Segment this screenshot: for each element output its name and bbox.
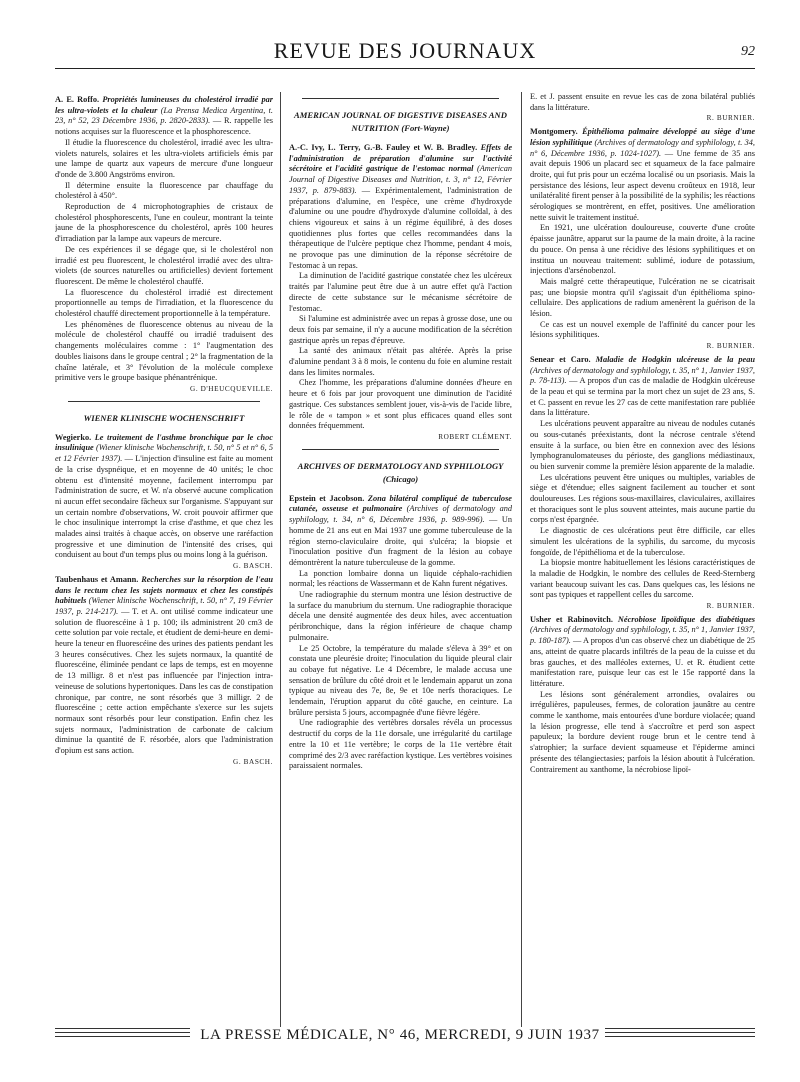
article-title: Épithélioma palmaire développé au siège d'une lésion syphilitique (530, 127, 755, 147)
column-right (521, 92, 755, 1027)
article-lead-paragraph (55, 95, 273, 138)
article-signature: R. BURNIER. (706, 602, 755, 611)
article-signature: G. BASCH. (233, 562, 273, 571)
article-title: Nécrobiose lipoïdique des diabétiques (617, 614, 755, 624)
article-paragraph: La diminution de l'acidité gastrique constatée chez les ulcéreux traités par l'alumine peut être due à un autre effet qu'à l'action directe de cette substance sur le mécanisme sécrétoire de l'estomac. (289, 271, 512, 313)
article-paragraph: Ce cas est un nouvel exemple de l'affinité du cancer pour les lésions syphilitiques. (530, 319, 755, 340)
article-authors: Epstein et Jacobson. (289, 493, 365, 503)
article-lead-paragraph (530, 615, 755, 690)
article-paragraph: Chez l'homme, les préparations d'alumine données d'heure en heure et 6 fois par jour provoquent une diminution de l'acidité gastrique. Ces substances semblent jouer, vis-à-vis de l'acide libre, le rôle de « tampon » et sont plus efficaces quand elles sont données fréquemment. (289, 378, 512, 431)
article-paragraph: La ponction lombaire donna un liquide céphalo-rachidien normal; les réactions de Wassermann et de Kahn furent négatives. (289, 568, 512, 589)
article (55, 575, 273, 768)
article-title: Propriétés lumineuses du cholestérol irradié par les ultra-violets et la chaleur (55, 95, 273, 115)
article-lead-text: — Un homme de 21 ans eut en Mai 1937 une gomme tuberculeuse de la région sterno-claviculaire droite, qui s'ulcéra; la biopsie et l'inoculation positive d'un fragment de la lésion au cobaye démontrèrent la nature tuberculeuse de la gomme. (289, 515, 512, 567)
article-paragraph: Le 25 Octobre, la température du malade s'éleva à 39° et on constata une pleurésie droite; l'inoculation du liquide pleural clair au cobaye fut négative. Le 4 Décembre, le malade accusa une sensation de brûlure du côté droit et le lendemain apparut un zona typique au niveau des 7e, 8e, 9e et 10e nerfs thoraciques. Le lendemain, l'éruption apparut du côté gauche, en ceinture. La brûlure persista 5 jours, accompagnée d'une fièvre légère. (289, 643, 512, 717)
article (289, 143, 512, 443)
article-source: (Archives of dermatology and syphilology, t. 34, n° 6, Décembre 1936, p. 1024-1027). (530, 137, 755, 158)
article-source: (La Prensa Medica Argentina, t. 23, n° 52, 23 Décembre 1936, p. 2820-2833). (55, 105, 273, 126)
article-lead-paragraph (289, 494, 512, 569)
journal-section-title: REVUE DES JOURNAUX (273, 38, 537, 63)
section-heading: AMERICAN JOURNAL OF DIGESTIVE DISEASES AND NUTRITION (Fort-Wayne) (294, 110, 507, 133)
article-paragraph: Les lésions sont généralement arrondies, ovalaires ou irrégulières, papuleuses, fermes, de coloration jaunâtre au centre comme le xanthome, mais entourées d'une bordure violacée; quand la lésion progresse, elle tend à s'accroître et perd son aspect papuleux; la bordure devient rouge brun et le centre tend à s'atrophier; la surface devient squameuse et l'épiderme aminci présente des télangiectasies; parfois la lésion aboutit à l'ulcération. Contrairement au xanthome, la nécrobiose lipoï- (530, 689, 755, 774)
header-rule (55, 68, 755, 69)
section-rule (68, 401, 260, 402)
article-authors: Usher et Rabinovitch. (530, 614, 613, 624)
article-source: (Wiener klinische Wochenschrift, t. 50, n° 5 et n° 6, 5 et 12 Février 1937). (55, 443, 273, 464)
article-lead-text: — A propos d'un cas observé chez un diabétique de 25 ans, atteint de quatre placards infiltrés de la peau de la cuisse et du bras gauches, et des malléoles externes, U. et R. étudient cette manifestation rare, puisque leur cas est le 15e rapporté dans la littérature. (530, 636, 755, 688)
article-signature: ROBERT CLÉMENT. (438, 432, 512, 441)
column-left (55, 92, 273, 1027)
section-heading: ARCHIVES OF DERMATOLOGY AND SYPHILOLOGY (Chicago) (297, 460, 504, 484)
article (530, 92, 755, 124)
article-paragraph: La biopsie montre habituellement les lésions caractéristiques de la maladie de Hodgkin, le nombre des cellules de Reed-Sternberg variant beaucoup suivant les cas. Dans quelques cas, les lésions ne sont pas typiques et rappellent celles du sarcome. (530, 558, 755, 600)
article-paragraph: Le diagnostic de ces ulcérations peut être difficile, car elles simulent les ulcérations de la syphilis, du sarcome, du mycosis fongoïde, de l'épithélioma et de la tuberculose. (530, 526, 755, 557)
article-source: (Archives of dermatology and syphilology, t. 34, n° 6, Décembre 1936, p. 989-996). (289, 504, 512, 525)
section-rule (302, 449, 498, 450)
article-lead-text: — A propos d'un cas de maladie de Hodgkin ulcéreuse de la peau et qui se termina par la mort chez un sujet de 23 ans, S. et C. passent en revue les 27 cas de cette manifestation rare publiée dans la littérature. (530, 376, 755, 418)
article-paragraph: E. et J. passent ensuite en revue les cas de zona bilatéral publiés dans la littérature. (530, 92, 755, 112)
article-authors: Wegierko. (55, 432, 92, 442)
article-lead-paragraph (55, 433, 273, 561)
article-paragraph: En 1921, une ulcération douloureuse, couverte d'une croûte épaisse jaunâtre, apparut sur la paume de la main droite, à la racine du pouce. On pensa à une récidive des lésions syphilitiques et on institua un nouveau traitement: sublimé, iodure de potassium, injections d'arsénobenzol. (530, 223, 755, 276)
article-paragraph: Les phénomènes de fluorescence obtenus au niveau de la molécule de cholestérol chauffé ou irradié traduisent des changements moléculaires comme : 1° l'augmentation des doubles liaisons dans le groupe central ; 2° la fragmentation de la chaîne latérale, et 3° l'évolution de la molécule complexe primitive vers le groupe basique phénantrénique. (55, 319, 273, 383)
article-paragraph: La santé des animaux n'était pas altérée. Après la prise d'alumine pendant 3 à 8 mois, le contenu du foie en alumine restait dans les limites normales. (289, 346, 512, 377)
article (55, 95, 273, 395)
article-lead-paragraph (289, 143, 512, 271)
page-number: 92 (741, 44, 755, 59)
article-lead-text: — T. et A. ont utilisé comme indicateur une solution de fluorescéine à 1 p. 100; ils administrent 20 cm3 de cette solution par voie rectale, et étudient de demi-heure en demi-heure la teneur en fluorescéine des urines des patients pendant les 3 heures consécutives. Chez les sujets normaux, la quantité de fluorescéine, éliminée pendant ce laps de temps, est en moyenne de 13 milligr. 8 et n'est pas influencée par l'injection intra-veineuse de solutions hypertoniques. Dans les cas de constipation chronique, par contre, ne sont résorbés que 3 milligr. 2 de fluorescéine ; cette action empêchante s'exerce sur les sujets normaux sont résorbés pour leur constipation. Enfin chez les sujets normaux, l'administration de carbonate de calcium diminue la quantité de F. résorbée, alors que l'administration d'opium est sans action. (55, 606, 273, 756)
article-authors: Taubenhaus et Amann. (55, 574, 139, 584)
article-signature: G. BASCH. (233, 757, 273, 766)
article-lead-text: — Une femme de 35 ans avait depuis 1906 un placard sec et squameux de la face palmaire droite, qui fut pris pour un eczéma localisé ou un psoriasis. Mais la persistance des lésions, leur aspect devenu croûteux en 1918, leur unilatéralité firent penser à la possibilité de la syphilis; les réactions sérologiques se montrèrent, en effet, positives. Une amélioration nette suivit le traitement institué. (530, 148, 755, 222)
article-paragraph: La fluorescence du cholestérol irradié est directement proportionnelle au temps de l'irradiation, et la fluorescence du cholestérol chauffé directement proportionnelle à la température. (55, 287, 273, 319)
article-signature: G. D'HEUCQUEVILLE. (190, 384, 273, 393)
article-authors: Montgomery. (530, 127, 578, 137)
article-signature: R. BURNIER. (706, 114, 755, 123)
article (530, 355, 755, 612)
footer-rule-left (55, 1028, 190, 1046)
article (55, 433, 273, 572)
article-paragraph: Une radiographie du sternum montra une lésion destructive de la surface du manubrium du sternum. Une radiographie thoracique décela une densité augmentée des deux hiles, avec accentuation péribronchique, dans la région inférieure de chaque champ pulmonaire. (289, 590, 512, 642)
article-source: (American Journal of Digestive Diseases and Nutrition, t. 3, n° 12, Février 1937, p. 879-883). (289, 164, 512, 195)
article-lead-paragraph (530, 355, 755, 419)
article-authors: A.-C. Ivy, L. Terry, G.-B. Fauley et W. B. Bradley. (289, 143, 478, 152)
footer-rule-right (605, 1028, 755, 1046)
article-lead-text: — Expérimentalement, l'administration de préparations d'alumine, en l'espèce, une crème d'hydroxyde d'alumine ou une poudre d'hydroxyde d'alumine colloïdal, à des chiens vigoureux et sains à un régime équilibré, à des doses quotidiennes plus fortes que celles recommandées dans la thérapeutique de l'ulcère peptique chez l'homme, pendant 4 mois, ne provoque pas une diminution de la réponse sécrétoire de l'estomac à un repas. (289, 185, 512, 270)
article-signature: R. BURNIER. (706, 342, 755, 351)
page-header (55, 38, 755, 68)
section-rule (302, 98, 498, 99)
article-paragraph: Une radiographie des vertèbres dorsales révéla un processus destructif du corps de la 11e dorsale, une irrégularité du cartilage entre la 10 et 11e vertèbre; le corps de la 11e vertèbre était comprimé des 2/3 avec raréfaction kystique. Les vertèbres voisines paraissaient normales. (289, 718, 512, 771)
article-authors: A. E. Roffo. (55, 95, 100, 104)
article (530, 615, 755, 776)
article-paragraph: De ces expériences il se dégage que, si le cholestérol non irradié est peu fluorescent, le cholestérol irradié avec des ultra-violets (de sources naturelles ou artificielles) devient fortement fluorescent. De même le cholestérol chauffé. (55, 244, 273, 286)
column-middle (280, 92, 512, 1027)
article-paragraph: Il étudie la fluorescence du cholestérol, irradié avec les ultra-violets naturels, solaires et les ultra-violets artificiels émis par une lampe de quartz aux vapeurs de mercure d'une longueur d'onde de 3.800 Angströms environ. (55, 137, 273, 179)
article-source: (Archives of dermatology and syphilology, t. 35, n° 1, Janvier 1937, p. 78-113). (530, 365, 755, 386)
article-authors: Senear et Caro. (530, 354, 591, 364)
article-title: Recherches sur la résorption de l'eau dans le rectum chez les sujets normaux et chez les constipés habituels (55, 574, 273, 606)
article-title: Zona bilatéral compliqué de tuberculose cutanée, osseuse et pulmonaire (289, 493, 512, 514)
article-source: (Wiener klinische Wochenschrift, t. 50, n° 7, 19 Février 1937, p. 214-217). (55, 596, 273, 616)
article-paragraph: Les ulcérations peuvent être uniques ou multiples, variables de siège et d'étendue; elles saignent facilement au toucher et sont douloureuses. Les régions sous-maxillaires, claviculaires, axillaires et thoraciques sont le plus souvent atteintes, mais aucune partie du corps n'est épargnée. (530, 472, 755, 525)
article (289, 494, 512, 772)
page-footer: LA PRESSE MÉDICALE, N° 46, MERCREDI, 9 JUIN 1937 (200, 1027, 600, 1043)
article-lead-text: — R. rappelle les notions acquises sur la fluorescence et la phosphorescence. (55, 116, 273, 137)
article-paragraph: Si l'alumine est administrée avec un repas à grosse dose, une ou deux fois par semaine, il n'y a aucune modification de la sécrétion gastrique après un repas d'épreuve. (289, 314, 512, 345)
article-paragraph: Il détermine ensuite la fluorescence par chauffage du cholestérol à 450°. (55, 180, 273, 201)
article-lead-text: — L'injection d'insuline est faite au moment de la crise dyspnéique, et en moyenne de 40 unités; le choc obtenu est d'intensité moyenne, facilement interrompu par l'administration de sucre, et W. n'a observé aucune complication ni aucun effet secondaire fâcheux sur l'organisme. S'appuyant sur un certain nombre d'observations, W. croit pouvoir affirmer que le choc insulinique interrompt la crise d'asthme, et que chez les malades ainsi traités à chaque accès, on observe une raréfaction progressive et une diminution de l'intensité des crises, qui conduisent au bout d'un temps plus ou moins long à la guérison. (55, 454, 273, 560)
article-title: Le traitement de l'asthme bronchique par le choc insulinique (55, 432, 273, 453)
article-paragraph: Reproduction de 4 microphotographies de cristaux de cholestérol phosphorescents, l'une en couleur, montrant la teinte jaune de la phosphorescence du cholestérol, après 100 heures d'irradiation par la lampe aux vapeurs de mercure. (55, 202, 273, 244)
section-heading: WIENER KLINISCHE WOCHENSCHRIFT (83, 412, 245, 423)
article-lead-paragraph (530, 127, 755, 223)
article-title: Maladie de Hodgkin ulcéreuse de la peau (595, 354, 755, 364)
article-paragraph: Les ulcérations peuvent apparaître au niveau de nodules cutanés ou sous-cutanés préexistants, dont la nécrose centrale s'étend ensuite à la surface, ou bien être en connexion avec des lésions lymphogranulomateuses du périoste, des ganglions médiastinaux, ou bien survenir comme la première lésion apparente de la maladie. (530, 419, 755, 471)
article (530, 127, 755, 352)
article-paragraph: Mais malgré cette thérapeutique, l'ulcération ne se cicatrisait pas; une biopsie montra qu'il s'agissait d'un épithélioma spino-cellulaire. Des applications de radium amenèrent la guérison de la lésion. (530, 276, 755, 319)
article-source: (Archives of dermatology and syphilology, t. 35, n° 1, Janvier 1937, p. 180-187). (530, 625, 755, 646)
article-title: Effets de l'administration de préparation d'alumine sur l'activité sécrétoire et l'acidité gastrique de l'estomac normal (289, 143, 512, 174)
article-lead-paragraph (55, 575, 273, 757)
